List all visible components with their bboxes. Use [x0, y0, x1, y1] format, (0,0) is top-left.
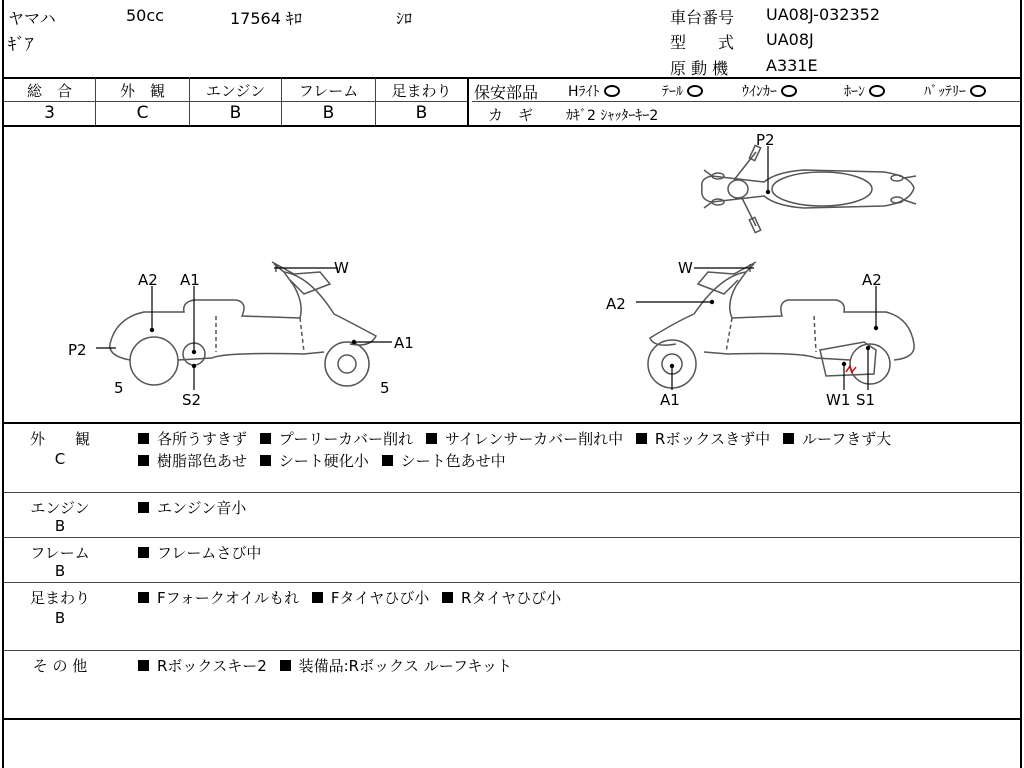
overall-label: 総 合: [26, 82, 72, 100]
label-right-a2-top: A2: [862, 271, 882, 289]
divider: [4, 77, 1020, 79]
label-right-w: W: [678, 259, 693, 277]
safety-title: 保安部品: [474, 83, 539, 102]
remark-label-frame: フレーム: [30, 544, 90, 562]
model-name: ｷﾞｱ: [8, 35, 34, 55]
label-left-a1-front: A1: [394, 334, 414, 352]
bullet-square-icon: [426, 433, 437, 444]
divider: [4, 422, 1020, 424]
label-right-s1: S1: [856, 391, 876, 409]
remark-line-exterior-2: 樹脂部色あせ シート硬化小 シート色あせ中: [138, 450, 506, 471]
safety-item-horn: [844, 81, 885, 101]
bullet-square-icon: [382, 455, 393, 466]
bullet-square-icon: [260, 433, 271, 444]
safety-item-headlight: [568, 81, 620, 101]
bullet-square-icon: [260, 455, 271, 466]
maker: ヤマハ: [8, 9, 56, 28]
color: ｼﾛ: [396, 9, 413, 28]
top-view-scooter-icon: [702, 145, 916, 232]
bullet-square-icon: [138, 592, 149, 603]
bullet-square-icon: [783, 433, 794, 444]
bullet-square-icon: [138, 455, 149, 466]
bullet-square-icon: [280, 660, 291, 671]
bullet-square-icon: [138, 433, 149, 444]
type-label: 型 式: [670, 33, 735, 52]
engine-label: 原 動 機: [670, 59, 729, 78]
remark-label-engine: エンジン: [30, 499, 90, 517]
safety-item-tail: [662, 81, 703, 101]
label-right-a2-side: A2: [606, 295, 626, 313]
remark-grade-frame: B: [54, 562, 66, 580]
scratch-mark-icon: [846, 366, 856, 372]
bullet-square-icon: [442, 592, 453, 603]
displacement: 50cc: [126, 6, 164, 25]
frame-grade-label: フレーム: [298, 82, 359, 100]
label-left-a1-top: A1: [180, 271, 200, 289]
label-top-p2: P2: [756, 131, 775, 149]
label-left-p2: P2: [68, 341, 87, 359]
remark-grade-engine: B: [54, 517, 66, 535]
damage-diagram: [4, 126, 1024, 422]
ok-circle-icon: [869, 85, 885, 97]
label-left-a2: A2: [138, 271, 158, 289]
remark-line-suspension: Fフォークオイルもれ Fタイヤひび小 Rタイヤひび小: [138, 587, 561, 608]
label-right-a1: A1: [660, 391, 680, 409]
safety-item-label: Hﾗｲﾄ: [568, 84, 600, 100]
label-left-5b: 5: [380, 379, 390, 397]
remark-label-other: そ の 他: [32, 657, 88, 675]
ok-circle-icon: [604, 85, 620, 97]
engine-value: A331E: [766, 56, 818, 75]
divider: [4, 492, 1020, 493]
remark-grade-exterior: C: [54, 450, 66, 468]
divider: [4, 582, 1020, 583]
engine-grade: B: [229, 103, 242, 123]
safety-item-winker: [742, 81, 797, 101]
remark-line-exterior-1: 各所うすきず プーリーカバー削れ サイレンサーカバー削れ中 Rボックスきず中 ルーフきず大: [138, 428, 891, 449]
remark-label-exterior: 外 観: [29, 430, 90, 448]
divider: [467, 78, 469, 125]
divider: [4, 650, 1020, 651]
safety-item-label: ﾃｰﾙ: [662, 84, 683, 100]
bullet-square-icon: [138, 660, 149, 671]
exterior-grade: C: [136, 103, 149, 123]
label-left-5a: 5: [114, 379, 124, 397]
mileage: 17564 ｷﾛ: [230, 9, 302, 28]
safety-item-label: ｳｲﾝｶｰ: [742, 84, 777, 100]
safety-item-label: ﾊﾞｯﾃﾘｰ: [924, 84, 966, 100]
suspension-grade: B: [415, 103, 428, 123]
ok-circle-icon: [687, 85, 703, 97]
divider: [4, 537, 1020, 538]
bullet-square-icon: [138, 502, 149, 513]
type-value: UA08J: [766, 30, 814, 49]
ok-circle-icon: [781, 85, 797, 97]
frame-no-label: 車台番号: [670, 8, 735, 27]
key-value: ｶｷﾞ2 ｼｬｯﾀｰｷｰ2: [566, 108, 659, 124]
label-left-s2: S2: [182, 391, 202, 409]
overall-grade: 3: [44, 103, 55, 123]
ok-circle-icon: [970, 85, 986, 97]
bullet-square-icon: [138, 547, 149, 558]
safety-item-label: ﾎｰﾝ: [844, 84, 865, 100]
suspension-grade-label: 足まわり: [391, 82, 452, 100]
frame-grade: B: [322, 103, 335, 123]
remark-grade-suspension: B: [54, 609, 66, 627]
engine-grade-label: エンジン: [205, 82, 266, 100]
frame-no: UA08J-032352: [766, 5, 881, 24]
safety-item-battery: [924, 81, 986, 101]
exterior-label: 外 観: [119, 82, 165, 100]
bullet-square-icon: [312, 592, 323, 603]
remark-line-engine: エンジン音小: [138, 497, 246, 518]
key-label: カ ギ: [488, 106, 534, 124]
label-left-w: W: [334, 259, 349, 277]
label-right-w1: W1: [826, 391, 851, 409]
condition-sheet: [2, 0, 1022, 768]
divider: [4, 101, 467, 102]
remark-line-other: Rボックスキー2 装備品:Rボックス ルーフキット: [138, 655, 512, 676]
remark-label-suspension: 足まわり: [29, 589, 90, 607]
bullet-square-icon: [636, 433, 647, 444]
divider: [4, 718, 1020, 720]
divider: [472, 101, 1020, 102]
remark-line-frame: フレームさび中: [138, 542, 261, 563]
